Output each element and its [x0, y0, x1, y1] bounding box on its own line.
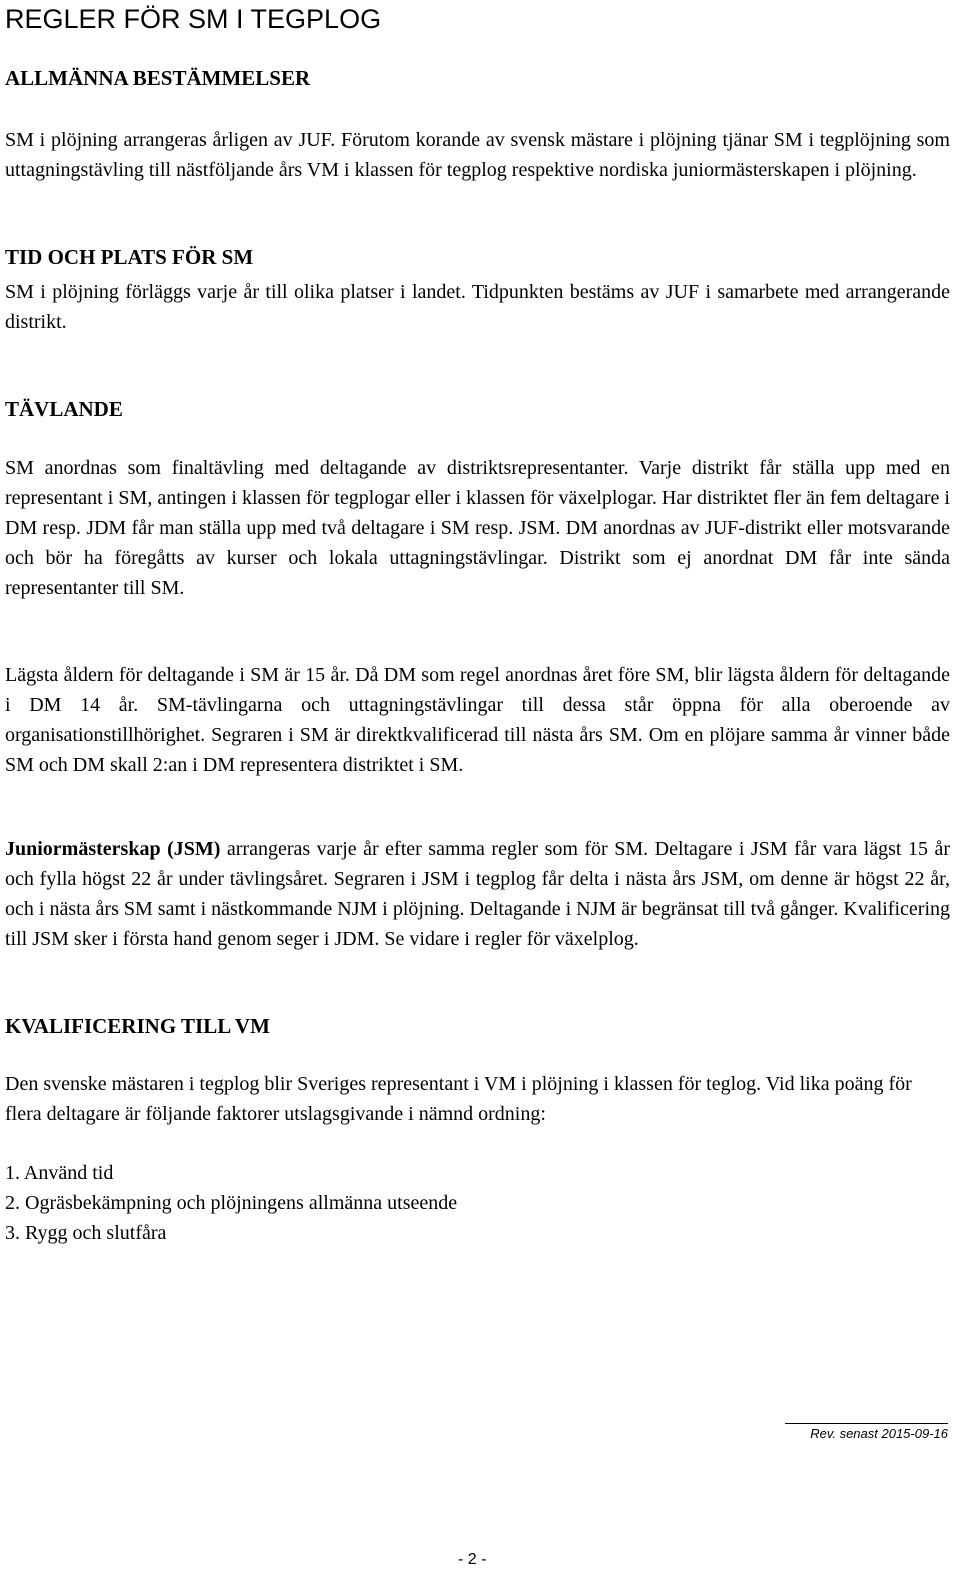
jsm-bold-term: Juniormästerskap (JSM) — [5, 838, 221, 860]
tiebreak-list — [5, 1158, 457, 1248]
list-item: 2. Ogräsbekämpning och plöjningens allmänna utseende — [5, 1192, 458, 1214]
list-item: 1. Använd tid — [5, 1162, 114, 1184]
revision-date: Rev. senast 2015-09-16 — [810, 1426, 948, 1441]
paragraph-jsm — [5, 834, 950, 954]
paragraph-tavlande-1: SM anordnas som finaltävling med deltagande av distriktsrepresentanter. Varje distrikt får ställa upp med en representant i SM, antingen i klassen för tegplogar eller i klassen för växelplogar. Har distriktet fler än fem deltagare i DM resp. JDM får man ställa upp med två deltagare i SM resp. JSM. DM anordnas av JUF-distrikt eller motsvarande och bör ha föregåtts av kurser och lokala uttagningstävlingar. Distrikt som ej anordnat DM får inte sända representanter till SM. — [5, 457, 950, 599]
paragraph-allmanna: SM i plöjning arrangeras årligen av JUF. Förutom korande av svensk mästare i plöjning tjänar SM i tegplöjning som uttagningstävling till nästföljande års VM i klassen för tegplog respektive nordiska juniormästerskapen i plöjning. — [5, 129, 950, 181]
heading-kvalificering: KVALIFICERING TILL VM — [5, 1014, 270, 1038]
heading-allmanna: ALLMÄNNA BESTÄMMELSER — [5, 66, 311, 90]
heading-tid-och-plats: TID OCH PLATS FÖR SM — [5, 245, 254, 269]
paragraph-kvalificering: Den svenske mästaren i tegplog blir Sveriges representant i VM i plöjning i klassen för teglog. Vid lika poäng för flera deltagare är följande faktorer utslagsgivande i nämnd ordning: — [5, 1073, 912, 1125]
revision-rule — [785, 1423, 948, 1424]
paragraph-tid-och-plats: SM i plöjning förläggs varje år till olika platser i landet. Tidpunkten bestäms av JUF i samarbete med arrangerande distrikt. — [5, 281, 950, 333]
paragraph-tavlande-2: Lägsta åldern för deltagande i SM är 15 år. Då DM som regel anordnas året före SM, blir lägsta åldern för deltagande i DM 14 år. SM-tävlingarna och uttagningstävlingar till dessa står öppna för alla oberoende av organisationstillhörighet. Segraren i SM är direktkvalificerad till nästa års SM. Om en plöjare samma år vinner både SM och DM skall 2:an i DM representera distriktet i SM. — [5, 664, 950, 776]
list-item: 3. Rygg och slutfåra — [5, 1222, 167, 1244]
document-title: REGLER FÖR SM I TEGPLOG — [5, 4, 382, 34]
heading-tavlande: TÄVLANDE — [5, 397, 123, 421]
page-number: - 2 - — [458, 1551, 487, 1568]
jsm-text: arrangeras varje år efter samma regler som för SM. Deltagare i JSM får vara lägst 15 år och fylla högst 22 år under tävlingsåret. Segraren i JSM i tegplog får delta i nästa års JSM, om denne är högst 22 år, och i nästa års SM samt i nästkommande NJM i plöjning. Deltagande i NJM är begränsat till två gånger. Kvalificering till JSM sker i första hand genom seger i JDM. Se vidare i regler för växelplog. — [5, 838, 950, 950]
